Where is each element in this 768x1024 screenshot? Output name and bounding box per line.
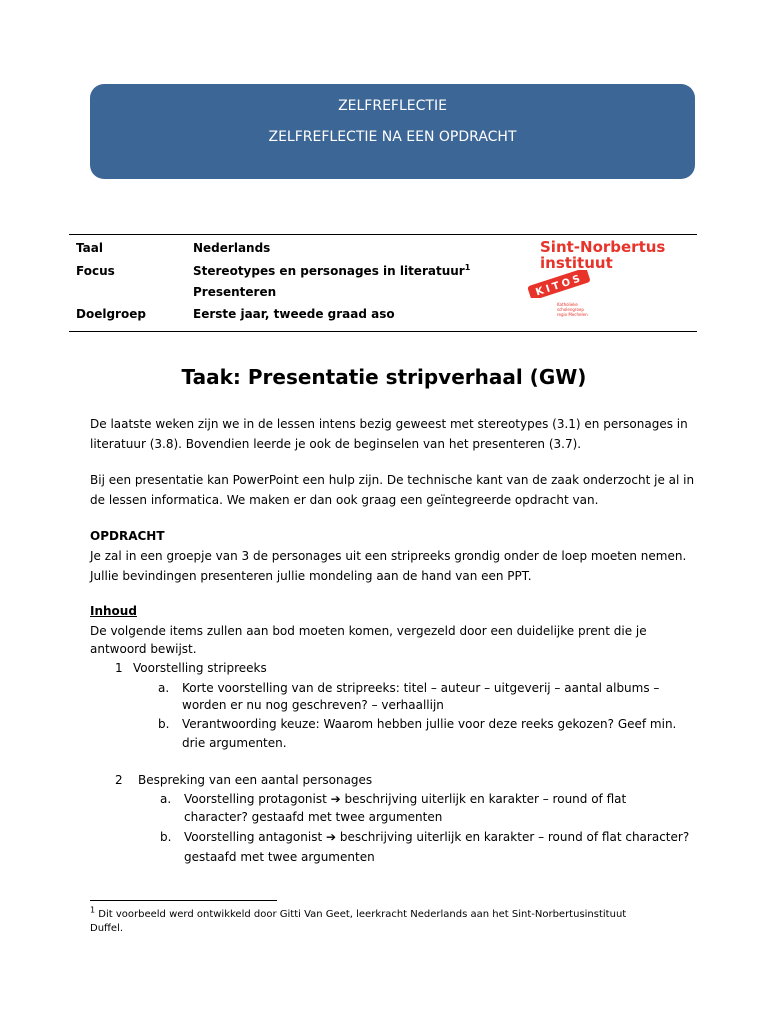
paragraph-3-line-2: Jullie bevindingen presenteren jullie mondeling aan de hand van een PPT. <box>90 569 532 583</box>
paragraph-2-line-1: Bij een presentatie kan PowerPoint een hulp zijn. De technische kant van de zaak onderzocht je al in <box>90 473 695 487</box>
arrow-right-icon: ➔ <box>325 830 337 844</box>
list-item-1-number: 1 <box>115 661 123 675</box>
banner-title: ZELFREFLECTIE <box>338 98 447 114</box>
list-item-1a-letter: a. <box>158 681 170 695</box>
logo-sub-2: scholengroep <box>557 307 584 312</box>
inhoud-heading: Inhoud <box>90 604 137 618</box>
list-item-2a-line-1 <box>184 792 626 806</box>
list-item-2-label: Bespreking van een aantal personages <box>138 773 373 787</box>
list-item-2b-letter: b. <box>160 830 172 844</box>
header-banner <box>90 84 695 179</box>
school-logo <box>526 238 676 323</box>
footnote-line-1 <box>90 905 627 920</box>
doelgroep-label: Doelgroep <box>76 307 146 321</box>
doelgroep-value: Eerste jaar, tweede graad aso <box>193 307 395 321</box>
paragraph-4-line-1: De volgende items zullen aan bod moeten komen, vergezeld door een duidelijke prent die je <box>90 624 647 638</box>
focus-value-2: Presenteren <box>193 285 277 299</box>
opdracht-heading: OPDRACHT <box>90 529 165 543</box>
list-item-2a-pre: Voorstelling protagonist <box>184 792 331 806</box>
focus-value-1 <box>193 264 470 278</box>
paragraph-4-line-2: antwoord bewijst. <box>90 642 197 656</box>
logo-sub-3: regio Mechelen <box>557 312 588 317</box>
footnote-text: Dit voorbeeld werd ontwikkeld door Gitti Van Geet, leerkracht Nederlands aan het Sint-Norbertusinstituut <box>95 909 627 920</box>
list-item-2-number: 2 <box>115 773 123 787</box>
meta-top-rule <box>69 234 697 235</box>
paragraph-3-line-1: Je zal in een groepje van 3 de personages uit een stripreeks grondig onder de loep moeten nemen. <box>90 549 687 563</box>
focus-label: Focus <box>76 264 115 278</box>
list-item-2a-line-2: character? gestaafd met twee argumenten <box>184 810 443 824</box>
meta-bottom-rule <box>69 331 697 332</box>
focus-value-text: Stereotypes en personages in literatuur <box>193 264 465 278</box>
list-item-1b-letter: b. <box>158 717 170 731</box>
paragraph-1-line-1: De laatste weken zijn we in de lessen intens bezig geweest met stereotypes (3.1) en personages in <box>90 417 688 431</box>
arrow-right-icon: ➔ <box>330 792 341 806</box>
taal-label: Taal <box>76 241 103 255</box>
footnote-ref: 1 <box>464 263 471 272</box>
list-item-2a-post: beschrijving uiterlijk en karakter – round of flat <box>340 792 627 806</box>
paragraph-2-line-2: de lessen informatica. We maken er dan ook graag een geïntegreerde opdracht van. <box>90 493 599 507</box>
kitos-badge-icon <box>526 270 596 298</box>
list-item-1b-line-2: drie argumenten. <box>182 736 287 750</box>
logo-line-2: instituut <box>540 254 613 272</box>
paragraph-1-line-2: literatuur (3.8). Bovendien leerde je ook de beginselen van het presenteren (3.7). <box>90 437 582 451</box>
list-item-1a-line-1: Korte voorstelling van de stripreeks: titel – auteur – uitgeverij – aantal albums – <box>182 681 660 695</box>
list-item-2b-line-2: gestaafd met twee argumenten <box>184 850 375 864</box>
list-item-1b-line-1: Verantwoording keuze: Waarom hebben jullie voor deze reeks gekozen? Geef min. <box>182 717 677 731</box>
footnote-number: 1 <box>90 905 96 915</box>
taal-value: Nederlands <box>193 241 271 255</box>
list-item-2b-line-1 <box>184 830 689 844</box>
kitos-badge-text: KITOS <box>534 272 585 298</box>
footnote-line-2: Duffel. <box>90 923 124 934</box>
list-item-2b-pre: Voorstelling antagonist <box>184 830 326 844</box>
list-item-1a-line-2: worden er nu nog geschreven? – verhaallijn <box>182 698 444 712</box>
page-title: Taak: Presentatie stripverhaal (GW) <box>181 365 587 389</box>
banner-subtitle: ZELFREFLECTIE NA EEN OPDRACHT <box>268 129 517 145</box>
logo-sub-1: Katholieke <box>557 302 578 307</box>
list-item-1-label: Voorstelling stripreeks <box>133 661 267 675</box>
list-item-2a-letter: a. <box>160 792 172 806</box>
footnote-rule <box>90 900 277 901</box>
list-item-2b-post: beschrijving uiterlijk en karakter – round of flat character? <box>336 830 690 844</box>
logo-line-1: Sint-Norbertus <box>540 238 666 256</box>
